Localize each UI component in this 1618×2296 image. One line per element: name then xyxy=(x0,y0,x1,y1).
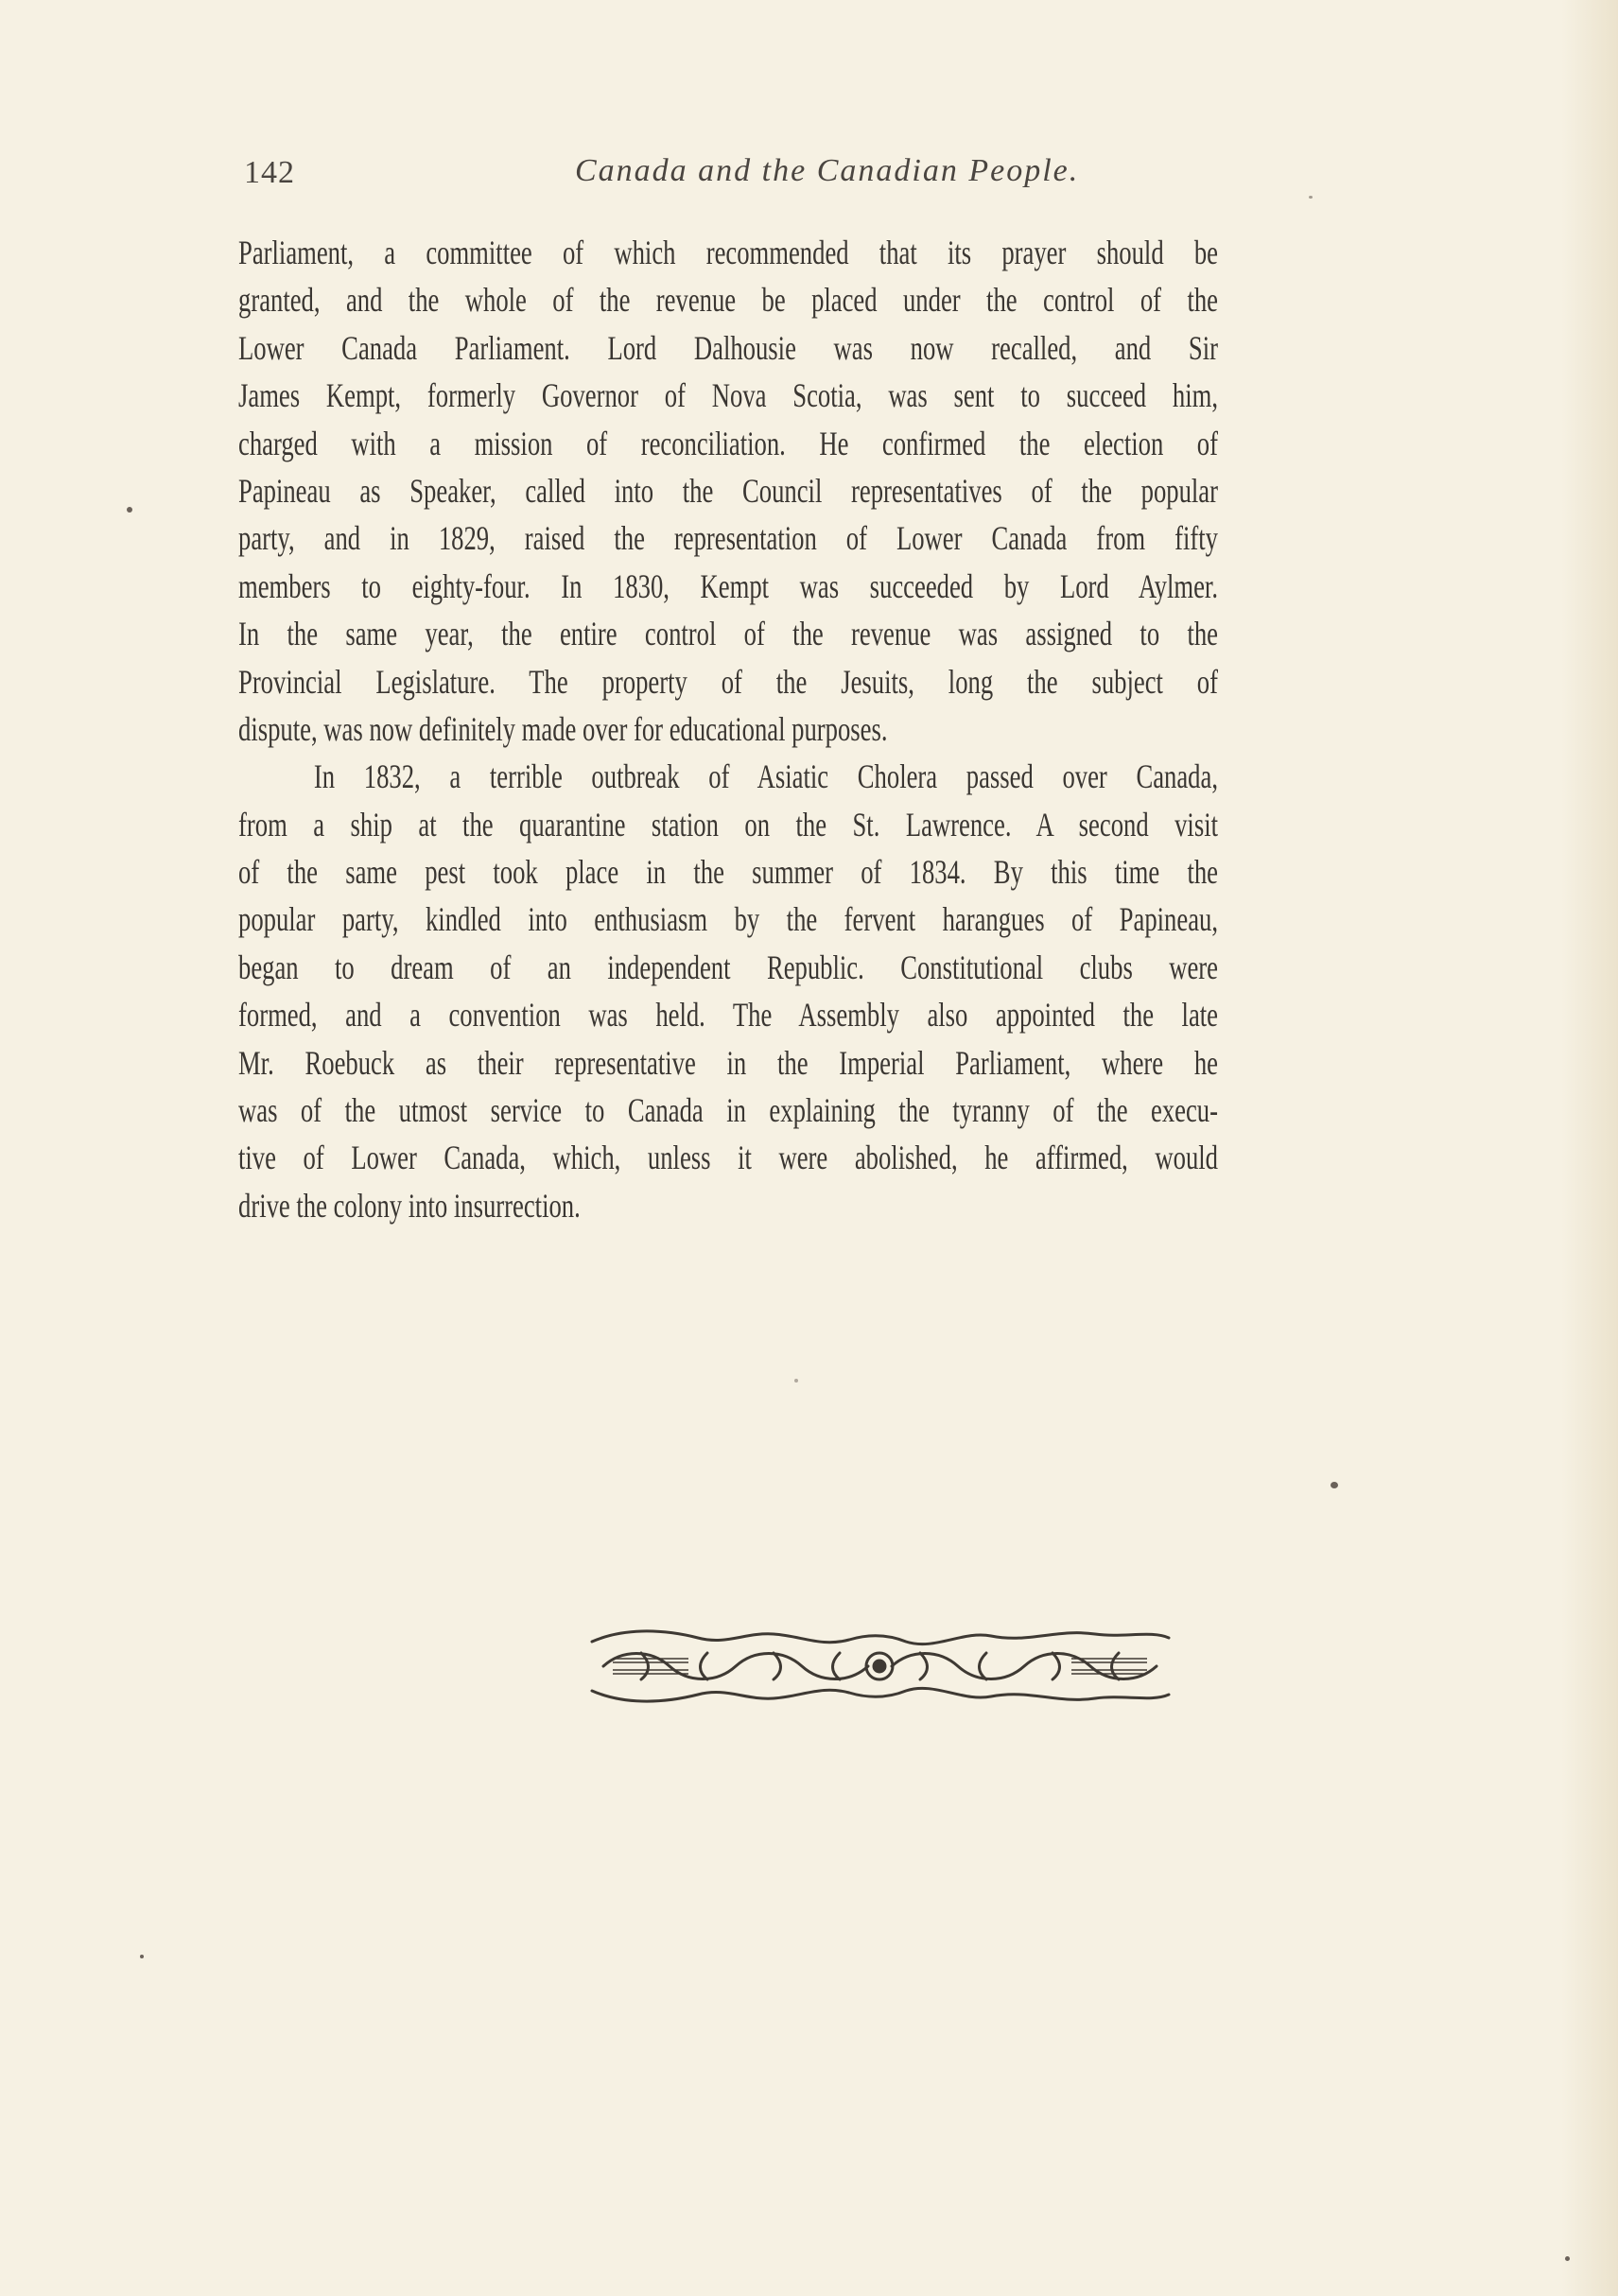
text-line: was of the utmost service to Canada in explaining the tyranny of the execu- xyxy=(238,1091,1218,1130)
body-text xyxy=(238,229,1218,1229)
text-line: drive the colony into insurrection. xyxy=(238,1186,581,1225)
text-line: from a ship at the quarantine station on the St. Lawrence. A second visit xyxy=(238,805,1218,844)
text-line: In the same year, the entire control of the revenue was assigned to the xyxy=(238,615,1218,653)
text-line: James Kempt, formerly Governor of Nova Scotia, was sent to succeed him, xyxy=(238,376,1218,415)
text-line: formed, and a convention was held. The Assembly also appointed the late xyxy=(238,996,1218,1035)
text-line: charged with a mission of reconciliation. He confirmed the election of xyxy=(238,424,1218,462)
paper-speck xyxy=(127,507,132,513)
text-line: Mr. Roebuck as their representative in the Imperial Parliament, where he xyxy=(238,1043,1218,1082)
paper-speck xyxy=(794,1379,798,1383)
text-line: Parliament, a committee of which recommended that its prayer should be xyxy=(238,234,1218,271)
text-line: party, and in 1829, raised the representation of Lower Canada from fifty xyxy=(238,519,1218,558)
text-line: dispute, was now definitely made over for educational purposes. xyxy=(238,709,888,748)
text-line: Papineau as Speaker, called into the Council representatives of the popular xyxy=(238,471,1218,510)
page-header xyxy=(244,142,1190,199)
text-line: In 1832, a terrible outbreak of Asiatic Cholera passed over Canada, xyxy=(313,757,1218,796)
paper-speck xyxy=(140,1955,144,1958)
decorative-tailpiece-ornament xyxy=(584,1625,1175,1706)
text-line: members to eighty-four. In 1830, Kempt was succeeded by Lord Aylmer. xyxy=(238,566,1218,605)
text-line: granted, and the whole of the revenue be placed under the control of the xyxy=(238,281,1218,320)
text-line: popular party, kindled into enthusiasm by the fervent harangues of Papineau, xyxy=(238,900,1218,939)
paper-speck xyxy=(1331,1482,1338,1488)
page-edge-shadow xyxy=(1561,0,1618,2296)
page-number: 142 xyxy=(244,155,295,190)
text-line: of the same pest took place in the summer of 1834. By this time the xyxy=(238,853,1218,892)
text-line: Lower Canada Parliament. Lord Dalhousie was now recalled, and Sir xyxy=(238,328,1218,367)
running-title: Canada and the Canadian People. xyxy=(575,153,1080,188)
paper-speck xyxy=(1565,2256,1570,2261)
text-line: began to dream of an independent Republic. Constitutional clubs were xyxy=(238,948,1218,986)
text-line: tive of Lower Canada, which, unless it were abolished, he affirmed, would xyxy=(238,1139,1218,1177)
paper-speck xyxy=(1309,196,1313,199)
text-line: Provincial Legislature. The property of the Jesuits, long the subject of xyxy=(238,662,1218,701)
